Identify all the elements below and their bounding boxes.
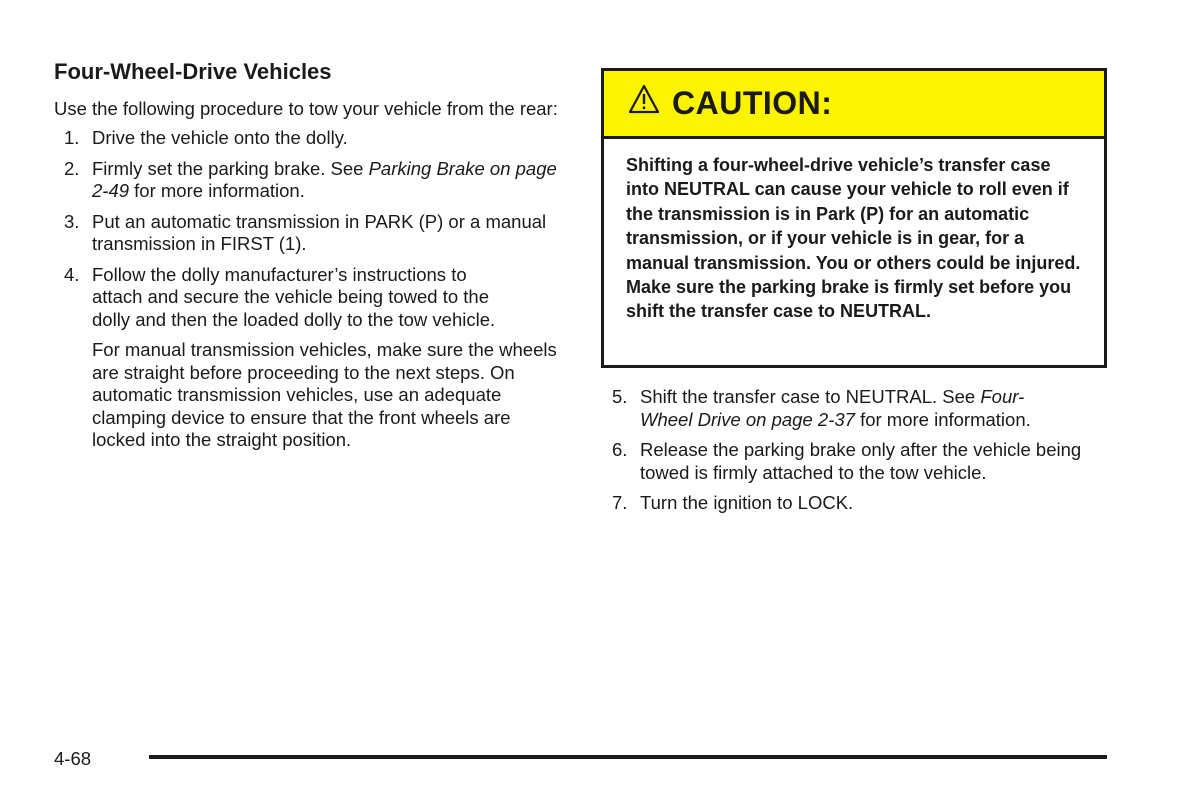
step-item-7 [610,492,1110,515]
step-note: For manual transmission vehicles, make sure the wheels are straight before proceeding to the next steps. On automatic transmission vehicles, use an adequate clamping device to ensure that the front wheels are locked into the straight position. [92,339,557,450]
step-text: Shift the transfer case to NEUTRAL. See Four-Wheel Drive on page 2-37 for more information. [640,386,1031,430]
step-number: 6. [612,439,628,460]
caution-body: Shifting a four-wheel-drive vehicle’s transfer case into NEUTRAL can cause your vehicle to roll even if the transmission is in Park (P) for an automatic transmission, or if your vehicle is in gear, for a manual transmission. You or others could be injured. Make sure the parking brake is firmly set before you shift the transfer case to NEUTRAL. [626,155,1081,322]
caution-title: CAUTION: [672,85,833,121]
intro-text: Use the following procedure to tow your vehicle from the rear: [54,98,558,119]
step-number: 7. [612,492,628,513]
step-text: Put an automatic transmission in PARK (P) or a manual transmission in FIRST (1). [92,210,547,254]
left-column [54,58,564,452]
step-item-3 [54,211,564,256]
caution-header [604,71,1104,139]
step-item-5 [610,386,1110,431]
step-text: Firmly set the parking brake. See Parking Brake on page 2-49 for more information. [92,157,557,201]
right-column [610,386,1110,523]
step-text: Turn the ignition to LOCK. [640,492,854,513]
warning-triangle-icon [628,88,672,119]
step-item-6 [610,439,1110,484]
step-text: Drive the vehicle onto the dolly. [92,127,348,148]
step-text: Release the parking brake only after the vehicle being towed is firmly attached to the tow vehicle. [640,439,1082,483]
step-item-2 [54,158,564,203]
step-number: 2. [64,157,80,179]
footer-divider [149,755,1107,759]
page-number: 4-68 [54,748,92,769]
step-number: 1. [64,127,80,148]
step-item-1 [54,127,564,150]
caution-box [601,68,1107,368]
cross-reference-link[interactable]: Parking Brake on page 2-49 [92,157,557,201]
step-text: Follow the dolly manufacturer’s instructions to attach and secure the vehicle being towed to the dolly and then the loaded dolly to the tow vehicle. [92,263,496,330]
step-number: 4. [64,263,80,285]
step-number: 3. [64,210,80,232]
step-item-4 [54,264,564,332]
step-number: 5. [612,386,628,407]
cross-reference-link[interactable]: Four-Wheel Drive on page 2-37 [640,386,1025,430]
section-title: Four-Wheel-Drive Vehicles [54,59,332,84]
